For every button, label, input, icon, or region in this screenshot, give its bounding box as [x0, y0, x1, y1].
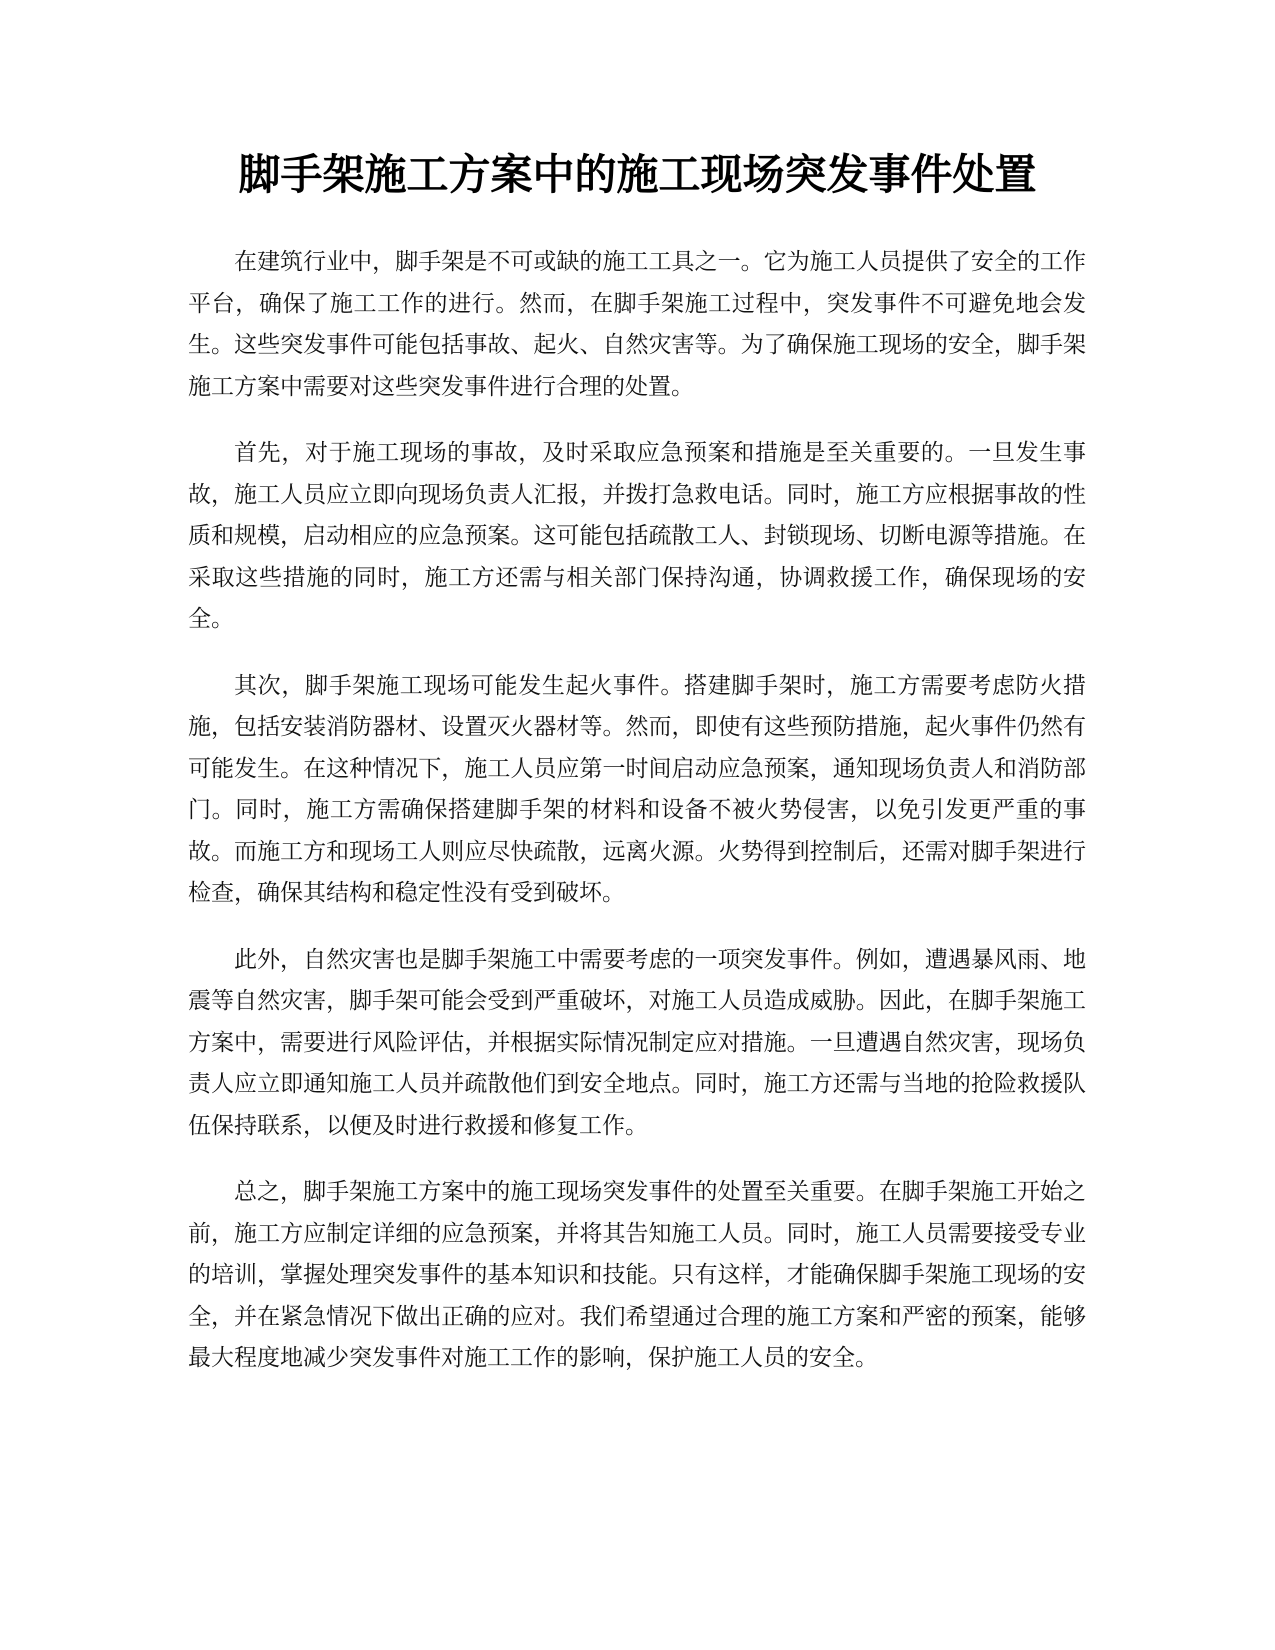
document-body	[188, 242, 1086, 1405]
paragraph-accidents: 首先，对于施工现场的事故，及时采取应急预案和措施是至关重要的。一旦发生事故，施工人员应立即向现场负责人汇报，并拨打急救电话。同时，施工方应根据事故的性质和规模，启动相应的应急预案。这可能包括疏散工人、封锁现场、切断电源等措施。在采取这些措施的同时，施工方还需与相关部门保持沟通，协调救援工作，确保现场的安全。	[188, 440, 1086, 632]
paragraph-natural-disasters: 此外，自然灾害也是脚手架施工中需要考虑的一项突发事件。例如，遭遇暴风雨、地震等自然灾害，脚手架可能会受到严重破坏，对施工人员造成威胁。因此，在脚手架施工方案中，需要进行风险评估，并根据实际情况制定应对措施。一旦遭遇自然灾害，现场负责人应立即通知施工人员并疏散他们到安全地点。同时，施工方还需与当地的抢险救援队伍保持联系，以便及时进行救援和修复工作。	[188, 946, 1086, 1139]
paragraph-fire: 其次，脚手架施工现场可能发生起火事件。搭建脚手架时，施工方需要考虑防火措施，包括安装消防器材、设置灭火器材等。然而，即使有这些预防措施，起火事件仍然有可能发生。在这种情况下，施工人员应第一时间启动应急预案，通知现场负责人和消防部门。同时，施工方需确保搭建脚手架的材料和设备不被火势侵害，以免引发更严重的事故。而施工方和现场工人则应尽快疏散，远离火源。火势得到控制后，还需对脚手架进行检查，确保其结构和稳定性没有受到破坏。	[188, 672, 1086, 906]
document-title: 脚手架施工方案中的施工现场突发事件处置	[238, 150, 1037, 199]
paragraph-conclusion: 总之，脚手架施工方案中的施工现场突发事件的处置至关重要。在脚手架施工开始之前，施工方应制定详细的应急预案，并将其告知施工人员。同时，施工人员需要接受专业的培训，掌握处理突发事件的基本知识和技能。只有这样，才能确保脚手架施工现场的安全，并在紧急情况下做出正确的应对。我们希望通过合理的施工方案和严密的预案，能够最大程度地减少突发事件对施工工作的影响，保护施工人员的安全。	[188, 1179, 1086, 1371]
paragraph-intro: 在建筑行业中，脚手架是不可或缺的施工工具之一。它为施工人员提供了安全的工作平台，确保了施工工作的进行。然而，在脚手架施工过程中，突发事件不可避免地会发生。这些突发事件可能包括事故、起火、自然灾害等。为了确保施工现场的安全，脚手架施工方案中需要对这些突发事件进行合理的处置。	[188, 249, 1086, 400]
